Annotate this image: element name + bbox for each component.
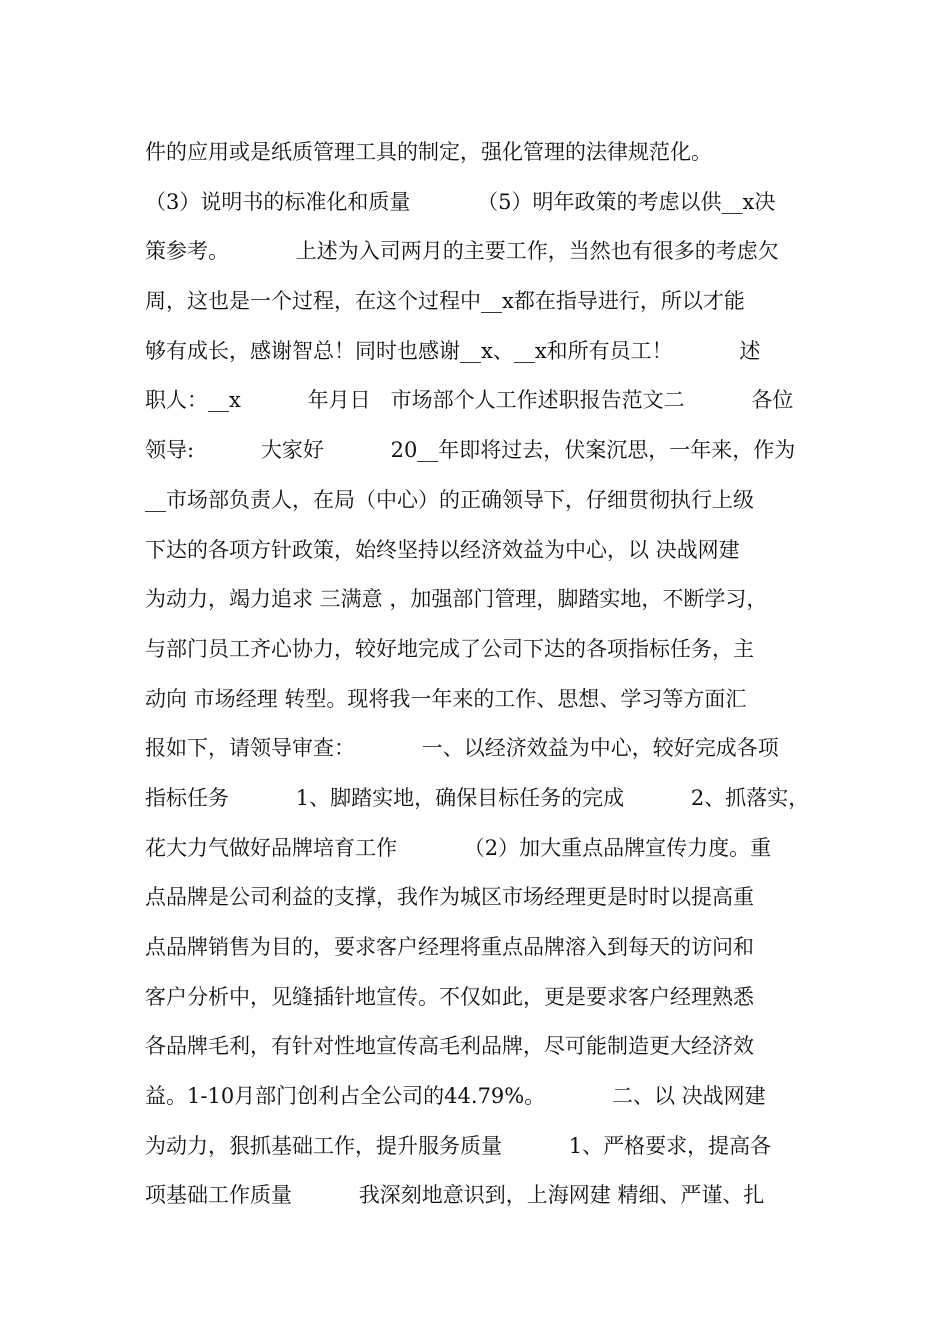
text-line: 领导: 大家好 20__年即将过去，伏案沉思，一年来，作为 [145,438,796,463]
text-line: 动向 市场经理 转型。现将我一年来的工作、思想、学习等方面汇 [145,686,747,711]
text-line: 与部门员工齐心协力，较好地完成了公司下达的各项指标任务，主 [145,636,754,661]
text-line: 为动力，竭力追求 三满意 ，加强部门管理，脚踏实地，不断学习， [145,587,768,612]
text-line: __市场部负责人，在局（中心）的正确领导下，仔细贯彻执行上级 [145,487,754,512]
text-line: 职人：__x 年月日 市场部个人工作述职报告范文二 各位 [145,388,794,413]
text-line: 指标任务 1、脚踏实地，确保目标任务的完成 2、抓落实， [145,785,810,810]
text-line: （3）说明书的标准化和质量 （5）明年政策的考虑以供__x决 [145,189,776,214]
text-line: 报如下，请领导审查： 一、以经济效益为中心，较好完成各项 [145,736,779,761]
text-line: 够有成长，感谢智总！同时也感谢__x、__x和所有员工！ 述 [145,338,761,363]
text-line: 周，这也是一个过程，在这个过程中__x都在指导进行，所以才能 [145,289,745,314]
text-line: 为动力，狠抓基础工作，提升服务质量 1、严格要求，提高各 [145,1133,772,1158]
text-line: 件的应用或是纸质管理工具的制定，强化管理的法律规范化。 [145,140,712,164]
text-line: 花大力气做好品牌培育工作 （2）加大重点品牌宣传力度。重 [145,835,772,860]
text-line: 各品牌毛利，有针对性地宣传高毛利品牌，尽可能制造更大经济效 [145,1034,754,1059]
text-line: 客户分析中，见缝插针地宣传。不仅如此，更是要求客户经理熟悉 [145,984,754,1009]
text-line: 点品牌销售为目的，要求客户经理将重点品牌溶入到每天的访问和 [145,935,754,959]
text-line: 点品牌是公司利益的支撑，我作为城区市场经理更是时时以提高重 [145,885,754,910]
text-line: 益。1-10月部门创利占全公司的44.79%。 二、以 决战网建 [145,1084,766,1109]
text-line: 项基础工作质量 我深刻地意识到，上海网建 精细、严谨、扎 [145,1183,765,1208]
text-line: 下达的各项方针政策，始终坚持以经济效益为中心，以 决战网建 [145,537,740,562]
body-text [145,128,825,1221]
text-line: 策参考。 上述为入司两月的主要工作，当然也有很多的考虑欠 [145,239,779,264]
